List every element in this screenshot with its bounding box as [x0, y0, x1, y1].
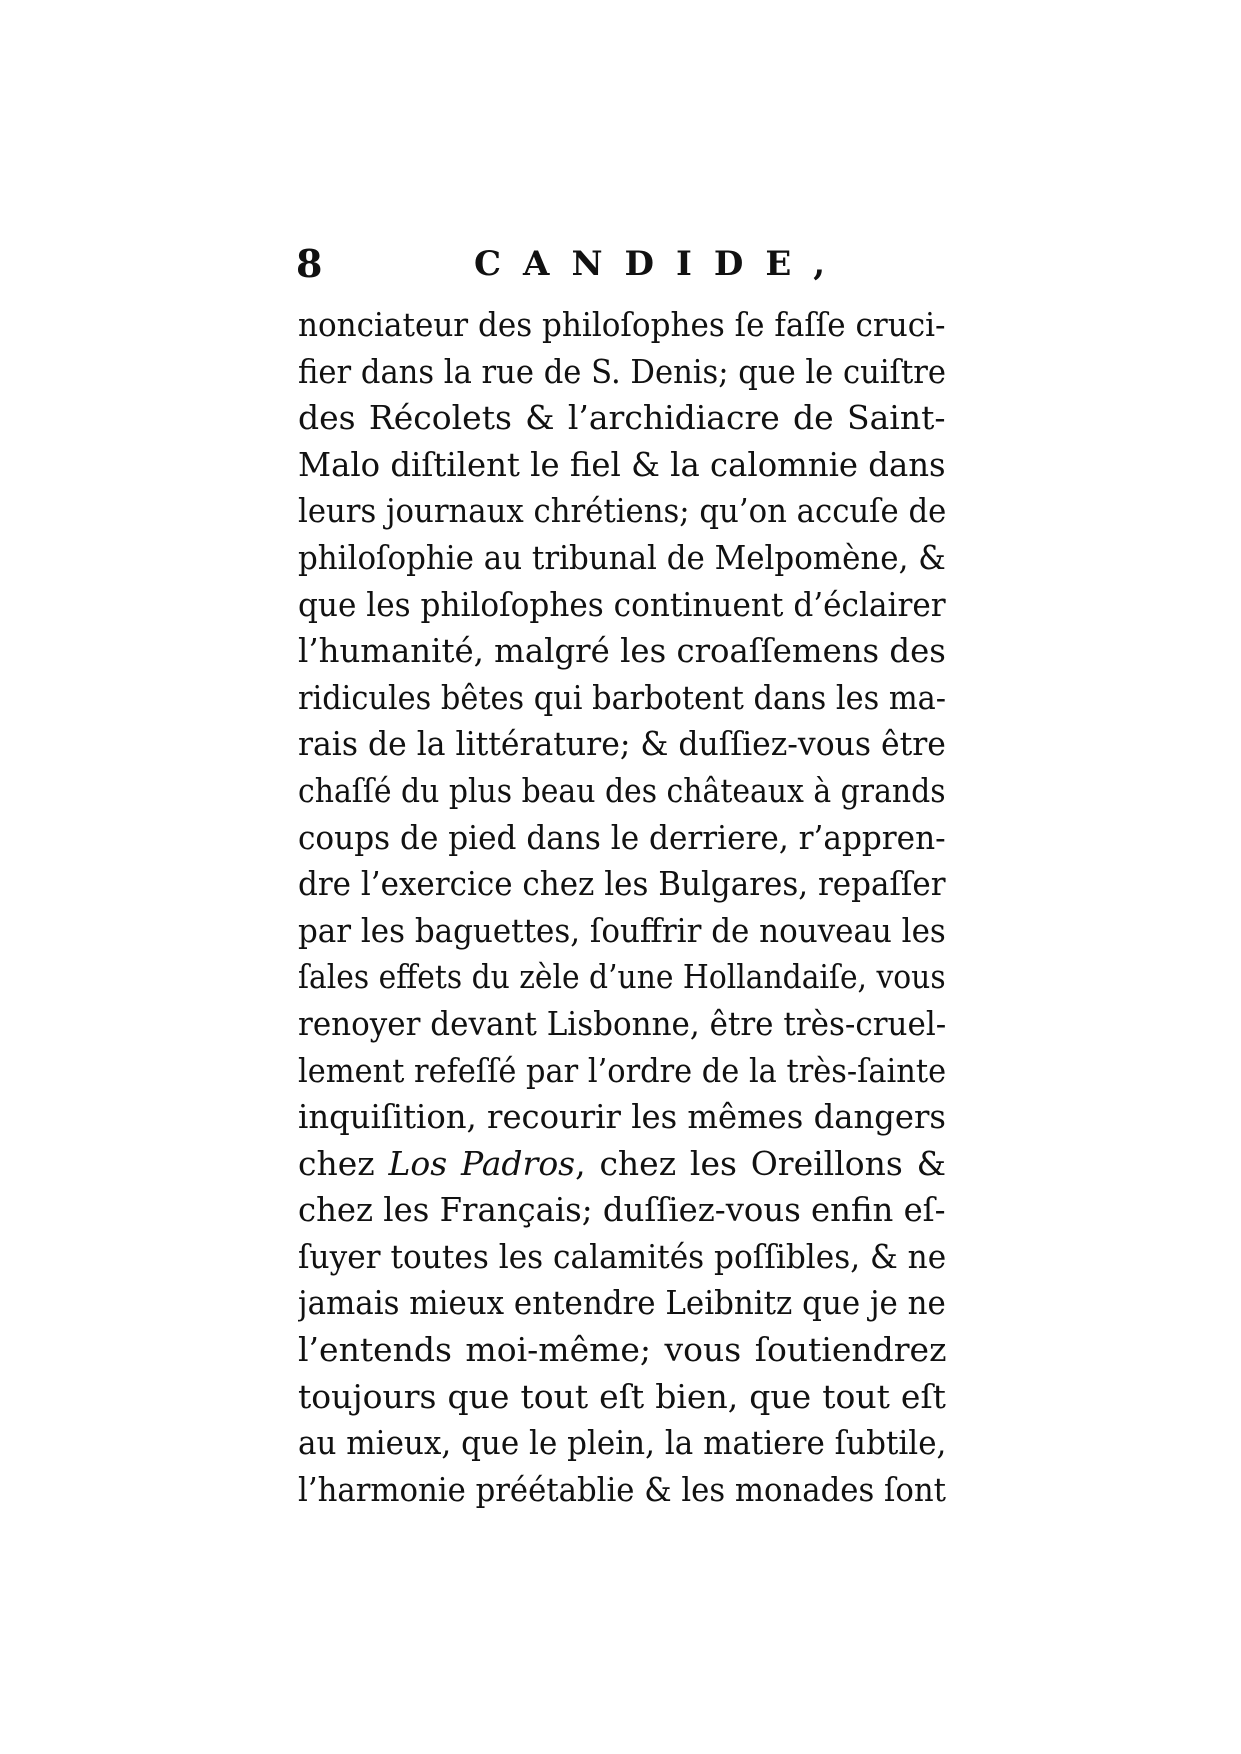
text-line: au mieux, que le plein, la matiere ſubtile,: [298, 1423, 946, 1463]
line-segment: , chez les Oreillons &: [575, 1143, 946, 1183]
text-line: l’harmonie préétablie & les monades ſont: [298, 1469, 946, 1509]
page-header: [296, 238, 946, 290]
text-line: dre l’exercice chez les Bulgares, repaſſer: [298, 864, 946, 904]
text-line: Malo diſtilent le fiel & la calomnie dans: [298, 444, 946, 484]
text-line: toujours que tout eſt bien, que tout eſt: [298, 1376, 946, 1416]
page-number: 8: [296, 241, 323, 286]
text-line: des Récolets & l’archidiacre de Saint-: [298, 398, 946, 438]
text-line: fier dans la rue de S. Denis; que le cuiſtre: [298, 351, 946, 391]
text-line: ridicules bêtes qui barbotent dans les ma-: [298, 677, 946, 717]
line-segment: chez: [298, 1143, 389, 1183]
text-line: par les baguettes, ſouffrir de nouveau les: [298, 910, 946, 950]
italic-segment: Los Padros: [388, 1143, 576, 1183]
text-line: jamais mieux entendre Leibnitz que je ne: [298, 1283, 946, 1323]
text-line: ſales effets du zèle d’une Hollandaiſe, vous: [298, 957, 946, 997]
text-line: rais de la littérature; & duſſiez-vous être: [298, 724, 946, 764]
text-line: chez les Français; duſſiez-vous enfin eſ-: [298, 1190, 946, 1230]
running-title: CANDIDE,: [474, 244, 848, 284]
text-line: inquiſition, recourir les mêmes dangers: [298, 1097, 946, 1137]
text-line: philoſophie au tribunal de Melpomène, &: [298, 537, 946, 577]
text-line: lement refeſſé par l’ordre de la très-ſainte: [298, 1050, 946, 1090]
text-line: ſuyer toutes les calamités poſſibles, & ne: [298, 1236, 946, 1276]
text-line: l’humanité, malgré les croaſſemens des: [298, 631, 946, 671]
text-line: nonciateur des philoſophes ſe faſſe cruci-: [298, 305, 946, 344]
body-text: [298, 302, 946, 1513]
text-line: l’entends moi-même; vous ſoutiendrez: [298, 1330, 946, 1370]
text-line: que les philoſophes continuent d’éclairer: [298, 584, 946, 624]
text-line: coups de pied dans le derriere, r’appren-: [298, 817, 946, 857]
text-line: leurs journaux chrétiens; qu’on accuſe de: [298, 491, 946, 531]
text-line: chaſſé du plus beau des châteaux à grands: [298, 770, 946, 810]
text-line: renoyer devant Lisbonne, être très-cruel-: [298, 1003, 946, 1043]
text-line-mixed: [298, 1141, 946, 1188]
